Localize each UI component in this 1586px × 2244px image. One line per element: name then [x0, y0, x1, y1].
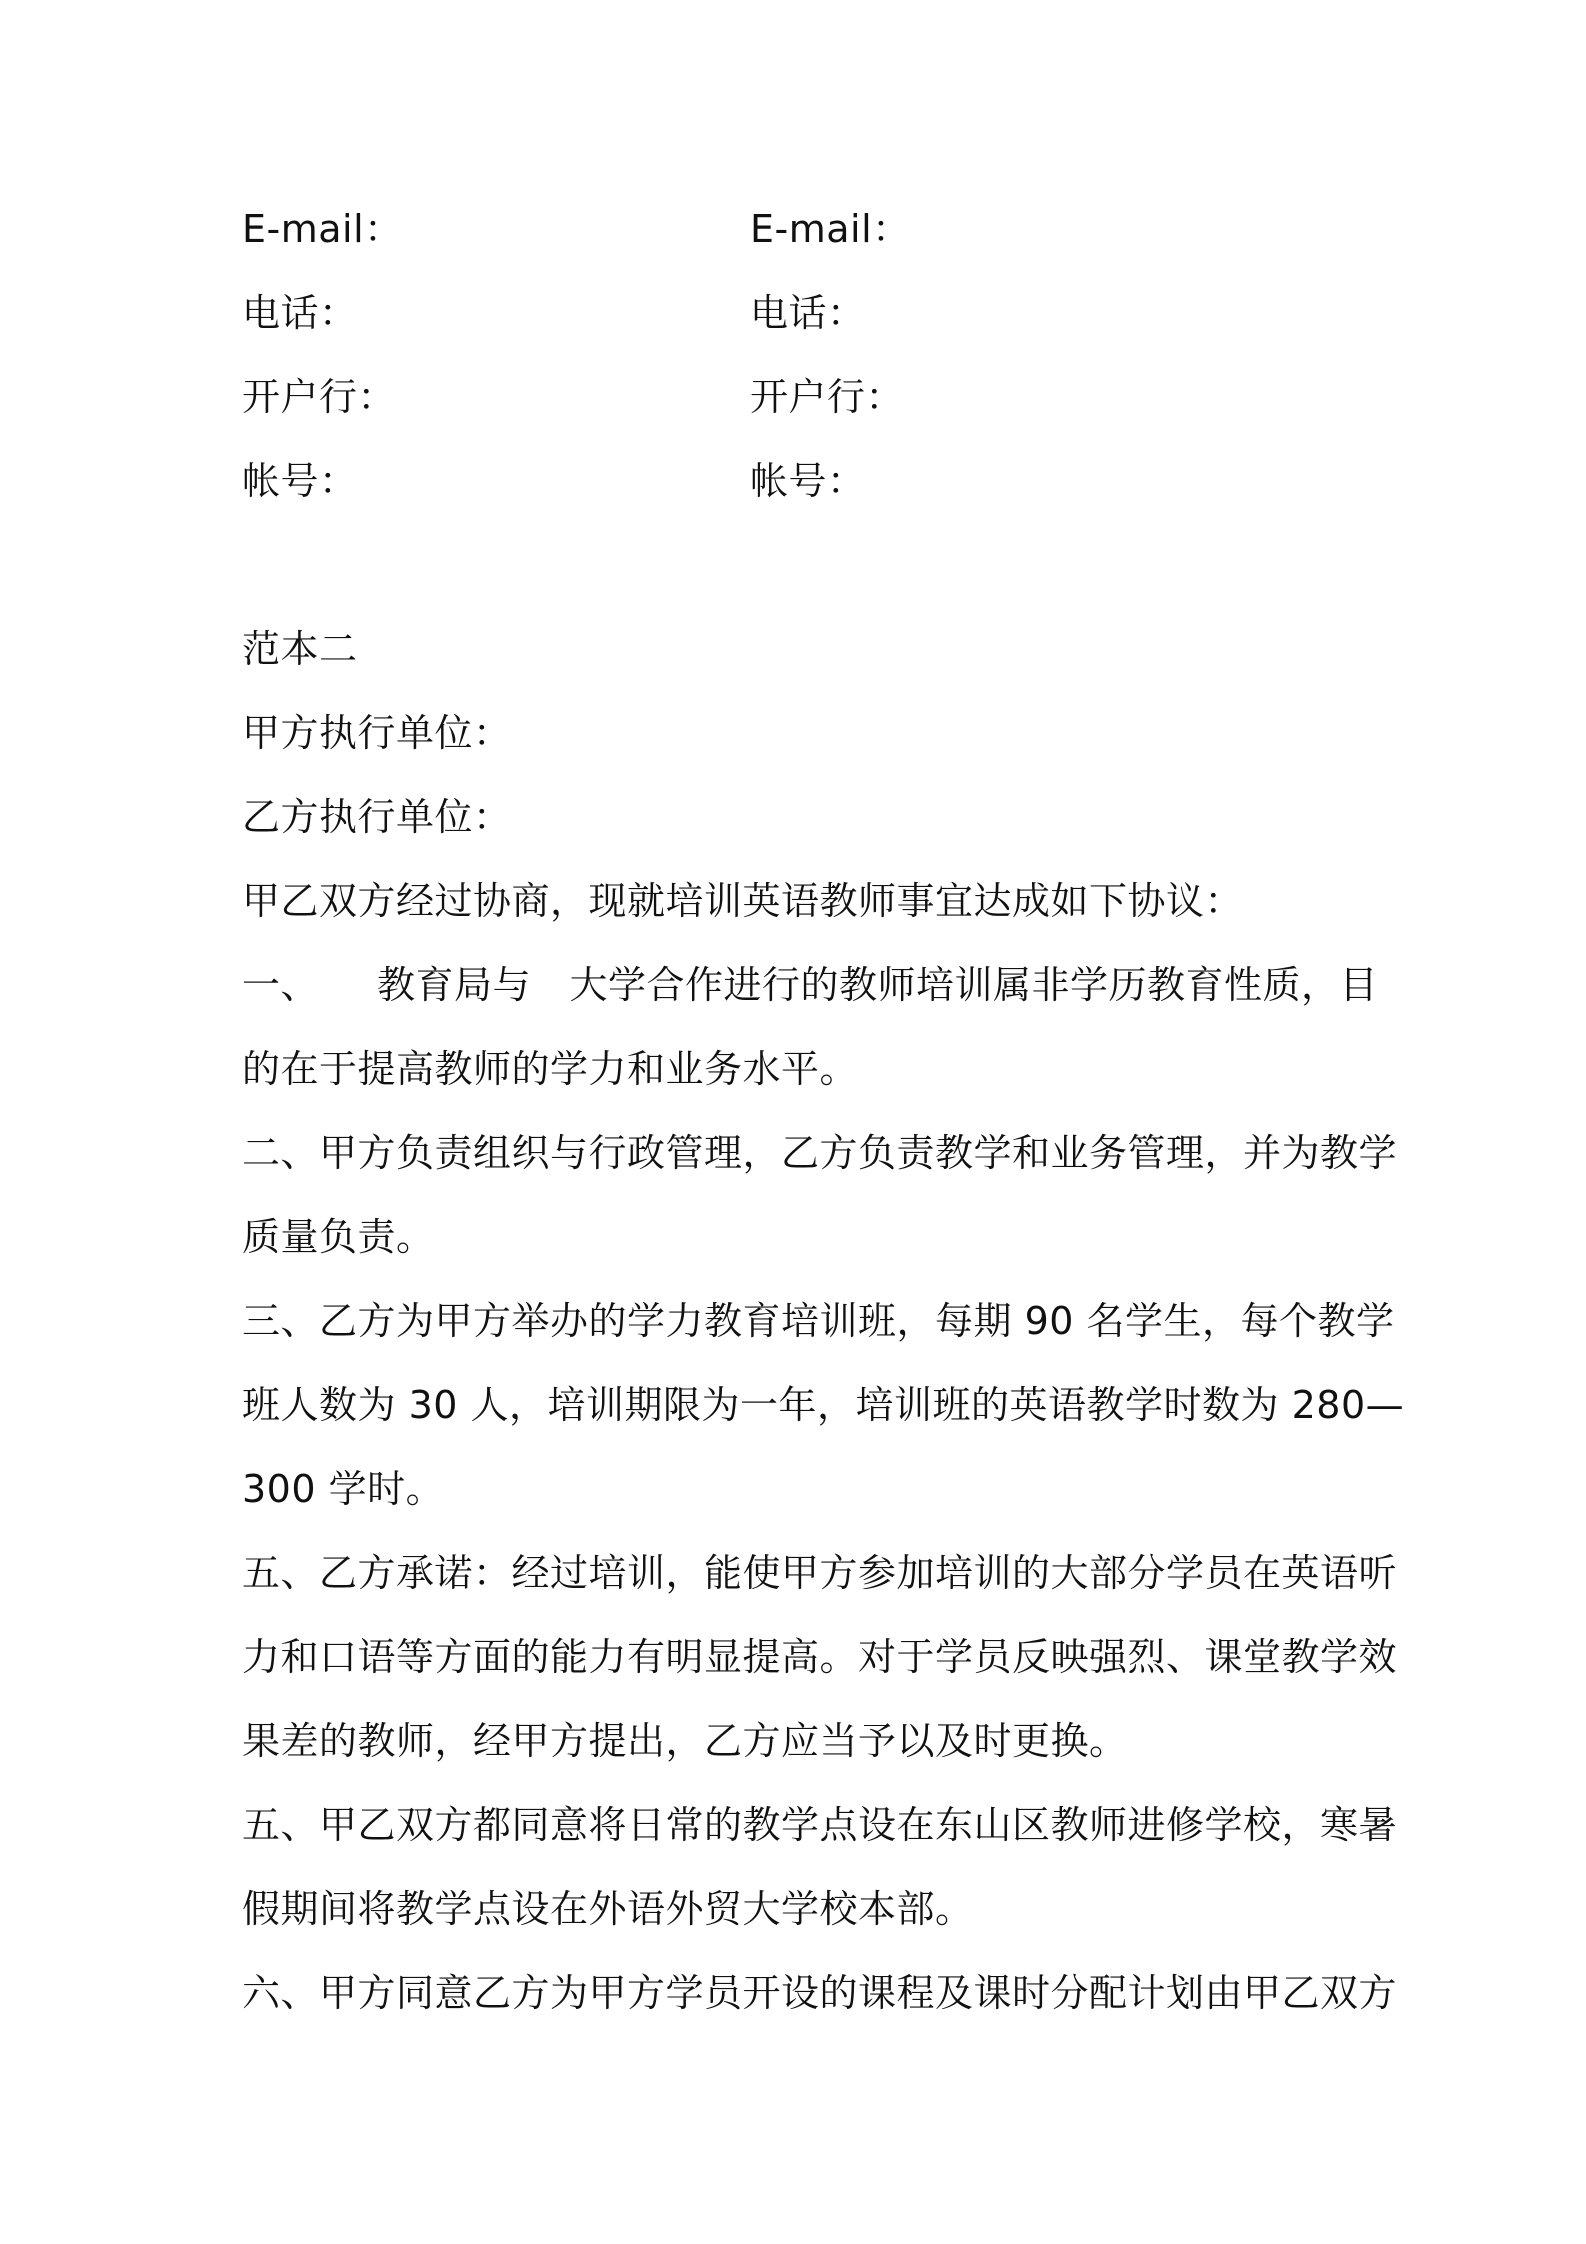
clause-line: 一、 教育局与 大学合作进行的教师培训属非学历教育性质，目 [242, 963, 1379, 1007]
clause-line: 300 学时。 [242, 1467, 445, 1511]
agreement-intro: 甲乙双方经过协商，现就培训英语教师事宜达成如下协议： [242, 879, 1244, 923]
right-email-label: E-mail： [750, 207, 911, 251]
right-account-label: 帐号： [750, 459, 866, 503]
clause-line: 质量负责。 [242, 1215, 435, 1259]
left-email-label: E-mail： [242, 207, 403, 251]
clause-line: 三、乙方为甲方举办的学力教育培训班，每期 90 名学生，每个教学 [242, 1299, 1395, 1343]
clause-line: 力和口语等方面的能力有明显提高。对于学员反映强烈、课堂教学效 [242, 1635, 1398, 1679]
clause-line: 的在于提高教师的学力和业务水平。 [242, 1047, 859, 1091]
section-heading: 范本二 [242, 627, 358, 671]
clause-line: 假期间将教学点设在外语外贸大学校本部。 [242, 1887, 974, 1931]
right-bank-label: 开户行： [750, 375, 905, 419]
left-bank-label: 开户行： [242, 375, 397, 419]
right-phone-label: 电话： [750, 291, 866, 335]
clause-line: 果差的教师，经甲方提出，乙方应当予以及时更换。 [242, 1719, 1128, 1763]
party-b-unit-label: 乙方执行单位： [242, 795, 512, 839]
left-account-label: 帐号： [242, 459, 358, 503]
clause-line: 二、甲方负责组织与行政管理，乙方负责教学和业务管理，并为教学 [242, 1131, 1398, 1175]
party-a-unit-label: 甲方执行单位： [242, 711, 512, 755]
clause-line: 五、乙方承诺：经过培训，能使甲方参加培训的大部分学员在英语听 [242, 1551, 1398, 1595]
clause-line: 六、甲方同意乙方为甲方学员开设的课程及课时分配计划由甲乙双方 [242, 1971, 1398, 2015]
clause-line: 班人数为 30 人，培训期限为一年，培训班的英语教学时数为 280— [242, 1383, 1405, 1427]
left-phone-label: 电话： [242, 291, 358, 335]
clause-line: 五、甲乙双方都同意将日常的教学点设在东山区教师进修学校，寒暑 [242, 1803, 1398, 1847]
